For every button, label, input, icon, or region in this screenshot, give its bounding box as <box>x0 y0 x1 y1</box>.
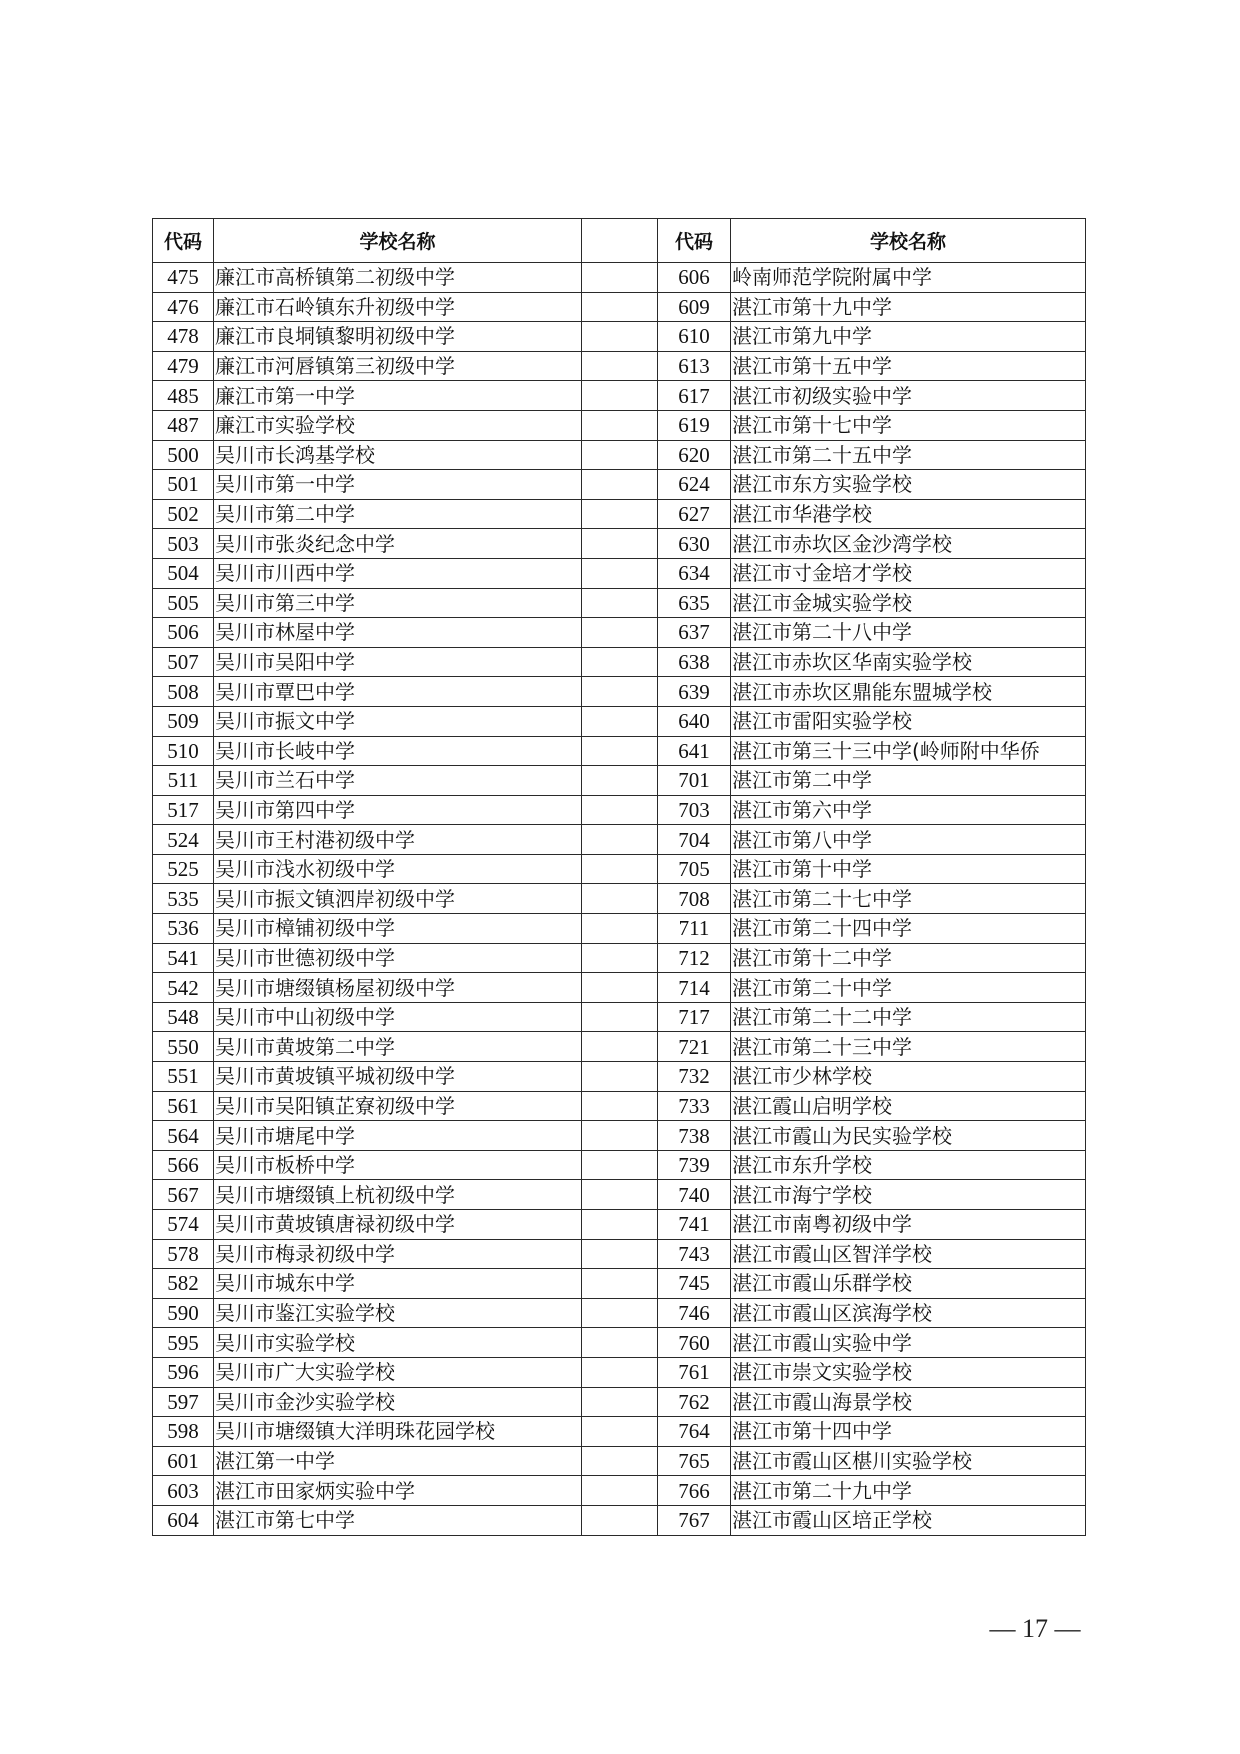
left-name-cell: 吴川市长鸿基学校 <box>214 440 582 470</box>
right-name-cell: 岭南师范学院附属中学 <box>731 263 1086 293</box>
left-code-cell: 475 <box>153 263 214 293</box>
table-body <box>153 263 1086 1536</box>
left-name-cell: 吴川市长岐中学 <box>214 736 582 766</box>
table-row <box>153 1091 1086 1121</box>
left-name-cell: 吴川市樟铺初级中学 <box>214 914 582 944</box>
right-name-cell: 湛江市第十中学 <box>731 854 1086 884</box>
right-name-cell: 湛江市第二十三中学 <box>731 1032 1086 1062</box>
blank-cell <box>582 381 658 411</box>
right-name-cell: 湛江市第六中学 <box>731 795 1086 825</box>
table-row <box>153 1150 1086 1180</box>
right-name-cell: 湛江市霞山为民实验学校 <box>731 1121 1086 1151</box>
blank-cell <box>582 292 658 322</box>
left-name-cell: 吴川市川西中学 <box>214 558 582 588</box>
right-code-cell: 760 <box>658 1328 731 1358</box>
right-code-cell: 745 <box>658 1269 731 1299</box>
header-code-left: 代码 <box>153 219 214 263</box>
table-row <box>153 884 1086 914</box>
right-name-cell: 湛江市第十二中学 <box>731 943 1086 973</box>
right-name-cell: 湛江市华港学校 <box>731 499 1086 529</box>
left-code-cell: 561 <box>153 1091 214 1121</box>
right-code-cell: 762 <box>658 1387 731 1417</box>
table-row <box>153 1032 1086 1062</box>
table-row <box>153 529 1086 559</box>
blank-cell <box>582 1328 658 1358</box>
blank-cell <box>582 1210 658 1240</box>
blank-cell <box>582 1121 658 1151</box>
table-row <box>153 499 1086 529</box>
table-row <box>153 1180 1086 1210</box>
table-row <box>153 973 1086 1003</box>
right-code-cell: 767 <box>658 1505 731 1535</box>
table-row <box>153 1239 1086 1269</box>
right-code-cell: 637 <box>658 618 731 648</box>
left-name-cell: 吴川市广大实验学校 <box>214 1357 582 1387</box>
right-code-cell: 714 <box>658 973 731 1003</box>
blank-cell <box>582 440 658 470</box>
right-name-cell: 湛江市霞山实验中学 <box>731 1328 1086 1358</box>
left-name-cell: 廉江市实验学校 <box>214 410 582 440</box>
table-header-row <box>153 219 1086 263</box>
right-code-cell: 766 <box>658 1476 731 1506</box>
table-row <box>153 292 1086 322</box>
header-name-right: 学校名称 <box>731 219 1086 263</box>
right-code-cell: 639 <box>658 677 731 707</box>
blank-cell <box>582 499 658 529</box>
left-name-cell: 吴川市城东中学 <box>214 1269 582 1299</box>
left-name-cell: 吴川市王村港初级中学 <box>214 825 582 855</box>
left-code-cell: 507 <box>153 647 214 677</box>
left-name-cell: 吴川市金沙实验学校 <box>214 1387 582 1417</box>
right-name-cell: 湛江市第十七中学 <box>731 410 1086 440</box>
left-name-cell: 吴川市塘缀镇大洋明珠花园学校 <box>214 1417 582 1447</box>
header-code-right: 代码 <box>658 219 731 263</box>
blank-cell <box>582 1505 658 1535</box>
left-name-cell: 吴川市塘尾中学 <box>214 1121 582 1151</box>
right-code-cell: 610 <box>658 322 731 352</box>
right-name-cell: 湛江市第二十二中学 <box>731 1002 1086 1032</box>
table-row <box>153 825 1086 855</box>
left-name-cell: 吴川市黄坡第二中学 <box>214 1032 582 1062</box>
blank-cell <box>582 351 658 381</box>
left-code-cell: 604 <box>153 1505 214 1535</box>
table-row <box>153 470 1086 500</box>
left-code-cell: 508 <box>153 677 214 707</box>
page-number: — 17 — <box>989 1614 1081 1643</box>
right-code-cell: 703 <box>658 795 731 825</box>
right-name-cell: 湛江市霞山乐群学校 <box>731 1269 1086 1299</box>
right-name-cell: 湛江市第二十四中学 <box>731 914 1086 944</box>
right-name-cell: 湛江市霞山区智洋学校 <box>731 1239 1086 1269</box>
right-code-cell: 741 <box>658 1210 731 1240</box>
right-code-cell: 627 <box>658 499 731 529</box>
left-code-cell: 548 <box>153 1002 214 1032</box>
left-code-cell: 485 <box>153 381 214 411</box>
left-name-cell: 吴川市振文镇泗岸初级中学 <box>214 884 582 914</box>
right-code-cell: 635 <box>658 588 731 618</box>
right-code-cell: 619 <box>658 410 731 440</box>
blank-cell <box>582 1298 658 1328</box>
blank-cell <box>582 647 658 677</box>
right-code-cell: 617 <box>658 381 731 411</box>
left-name-cell: 廉江市第一中学 <box>214 381 582 411</box>
left-code-cell: 511 <box>153 766 214 796</box>
right-name-cell: 湛江市第二中学 <box>731 766 1086 796</box>
left-name-cell: 吴川市实验学校 <box>214 1328 582 1358</box>
left-name-cell: 吴川市第四中学 <box>214 795 582 825</box>
right-name-cell: 湛江市赤坎区华南实验学校 <box>731 647 1086 677</box>
table-row <box>153 1062 1086 1092</box>
table-row <box>153 736 1086 766</box>
right-code-cell: 708 <box>658 884 731 914</box>
blank-cell <box>582 1150 658 1180</box>
table-row <box>153 440 1086 470</box>
right-code-cell: 738 <box>658 1121 731 1151</box>
left-code-cell: 510 <box>153 736 214 766</box>
blank-cell <box>582 706 658 736</box>
left-code-cell: 504 <box>153 558 214 588</box>
left-code-cell: 603 <box>153 1476 214 1506</box>
right-code-cell: 641 <box>658 736 731 766</box>
right-code-cell: 609 <box>658 292 731 322</box>
right-code-cell: 761 <box>658 1357 731 1387</box>
right-code-cell: 606 <box>658 263 731 293</box>
right-code-cell: 740 <box>658 1180 731 1210</box>
right-code-cell: 712 <box>658 943 731 973</box>
school-code-table <box>152 218 1086 1536</box>
header-blank <box>582 219 658 263</box>
right-name-cell: 湛江市海宁学校 <box>731 1180 1086 1210</box>
blank-cell <box>582 1387 658 1417</box>
blank-cell <box>582 1002 658 1032</box>
left-code-cell: 517 <box>153 795 214 825</box>
blank-cell <box>582 1091 658 1121</box>
blank-cell <box>582 1476 658 1506</box>
left-code-cell: 601 <box>153 1446 214 1476</box>
left-code-cell: 479 <box>153 351 214 381</box>
left-name-cell: 吴川市板桥中学 <box>214 1150 582 1180</box>
right-code-cell: 638 <box>658 647 731 677</box>
table-row <box>153 1476 1086 1506</box>
blank-cell <box>582 322 658 352</box>
right-code-cell: 613 <box>658 351 731 381</box>
left-name-cell: 湛江第一中学 <box>214 1446 582 1476</box>
right-code-cell: 630 <box>658 529 731 559</box>
left-code-cell: 596 <box>153 1357 214 1387</box>
left-code-cell: 541 <box>153 943 214 973</box>
right-name-cell: 湛江市少林学校 <box>731 1062 1086 1092</box>
right-name-cell: 湛江市第二十九中学 <box>731 1476 1086 1506</box>
left-code-cell: 590 <box>153 1298 214 1328</box>
left-code-cell: 566 <box>153 1150 214 1180</box>
left-name-cell: 吴川市第三中学 <box>214 588 582 618</box>
right-code-cell: 701 <box>658 766 731 796</box>
right-name-cell: 湛江市霞山区滨海学校 <box>731 1298 1086 1328</box>
blank-cell <box>582 588 658 618</box>
table-row <box>153 263 1086 293</box>
right-code-cell: 743 <box>658 1239 731 1269</box>
blank-cell <box>582 1062 658 1092</box>
right-code-cell: 721 <box>658 1032 731 1062</box>
blank-cell <box>582 914 658 944</box>
left-code-cell: 524 <box>153 825 214 855</box>
blank-cell <box>582 973 658 1003</box>
right-code-cell: 739 <box>658 1150 731 1180</box>
left-name-cell: 吴川市梅录初级中学 <box>214 1239 582 1269</box>
right-name-cell: 湛江市雷阳实验学校 <box>731 706 1086 736</box>
right-name-cell: 湛江市寸金培才学校 <box>731 558 1086 588</box>
right-name-cell: 湛江市霞山海景学校 <box>731 1387 1086 1417</box>
blank-cell <box>582 795 658 825</box>
right-name-cell: 湛江霞山启明学校 <box>731 1091 1086 1121</box>
right-name-cell: 湛江市第二十五中学 <box>731 440 1086 470</box>
left-name-cell: 廉江市石岭镇东升初级中学 <box>214 292 582 322</box>
table-row <box>153 1505 1086 1535</box>
left-name-cell: 吴川市覃巴中学 <box>214 677 582 707</box>
left-name-cell: 吴川市第一中学 <box>214 470 582 500</box>
table-row <box>153 1417 1086 1447</box>
right-code-cell: 711 <box>658 914 731 944</box>
right-name-cell: 湛江市第十九中学 <box>731 292 1086 322</box>
table-row <box>153 381 1086 411</box>
blank-cell <box>582 1180 658 1210</box>
blank-cell <box>582 677 658 707</box>
left-code-cell: 501 <box>153 470 214 500</box>
right-name-cell: 湛江市第二十七中学 <box>731 884 1086 914</box>
left-code-cell: 582 <box>153 1269 214 1299</box>
right-name-cell: 湛江市第十四中学 <box>731 1417 1086 1447</box>
right-code-cell: 640 <box>658 706 731 736</box>
left-name-cell: 吴川市世德初级中学 <box>214 943 582 973</box>
table-row <box>153 1298 1086 1328</box>
left-code-cell: 578 <box>153 1239 214 1269</box>
right-name-cell: 湛江市东升学校 <box>731 1150 1086 1180</box>
table-row <box>153 1002 1086 1032</box>
table-row <box>153 854 1086 884</box>
left-code-cell: 487 <box>153 410 214 440</box>
right-name-cell: 湛江市赤坎区鼎能东盟城学校 <box>731 677 1086 707</box>
right-name-cell: 湛江市霞山区培正学校 <box>731 1505 1086 1535</box>
left-code-cell: 574 <box>153 1210 214 1240</box>
table-row <box>153 766 1086 796</box>
right-name-cell: 湛江市初级实验中学 <box>731 381 1086 411</box>
blank-cell <box>582 618 658 648</box>
left-code-cell: 500 <box>153 440 214 470</box>
table-row <box>153 1357 1086 1387</box>
left-name-cell: 廉江市良垌镇黎明初级中学 <box>214 322 582 352</box>
table-row <box>153 647 1086 677</box>
left-code-cell: 502 <box>153 499 214 529</box>
blank-cell <box>582 736 658 766</box>
right-code-cell: 733 <box>658 1091 731 1121</box>
right-name-cell: 湛江市第十五中学 <box>731 351 1086 381</box>
left-name-cell: 吴川市吴阳镇芷寮初级中学 <box>214 1091 582 1121</box>
right-name-cell: 湛江市第二十八中学 <box>731 618 1086 648</box>
table-row <box>153 706 1086 736</box>
table-row <box>153 1387 1086 1417</box>
table-row <box>153 618 1086 648</box>
left-code-cell: 597 <box>153 1387 214 1417</box>
blank-cell <box>582 558 658 588</box>
blank-cell <box>582 1357 658 1387</box>
table-row <box>153 351 1086 381</box>
table-row <box>153 588 1086 618</box>
school-code-table-container <box>152 218 1085 1536</box>
blank-cell <box>582 766 658 796</box>
left-name-cell: 吴川市张炎纪念中学 <box>214 529 582 559</box>
blank-cell <box>582 410 658 440</box>
right-name-cell: 湛江市第二十中学 <box>731 973 1086 1003</box>
left-name-cell: 吴川市塘缀镇上杭初级中学 <box>214 1180 582 1210</box>
left-code-cell: 567 <box>153 1180 214 1210</box>
left-code-cell: 551 <box>153 1062 214 1092</box>
right-code-cell: 620 <box>658 440 731 470</box>
right-code-cell: 746 <box>658 1298 731 1328</box>
right-code-cell: 634 <box>658 558 731 588</box>
blank-cell <box>582 529 658 559</box>
right-name-cell: 湛江市崇文实验学校 <box>731 1357 1086 1387</box>
right-code-cell: 705 <box>658 854 731 884</box>
right-name-cell: 湛江市第九中学 <box>731 322 1086 352</box>
blank-cell <box>582 825 658 855</box>
left-name-cell: 吴川市振文中学 <box>214 706 582 736</box>
table-row <box>153 914 1086 944</box>
left-code-cell: 478 <box>153 322 214 352</box>
right-code-cell: 765 <box>658 1446 731 1476</box>
left-code-cell: 476 <box>153 292 214 322</box>
left-name-cell: 吴川市中山初级中学 <box>214 1002 582 1032</box>
table-row <box>153 410 1086 440</box>
left-code-cell: 525 <box>153 854 214 884</box>
left-name-cell: 吴川市林屋中学 <box>214 618 582 648</box>
left-name-cell: 廉江市河唇镇第三初级中学 <box>214 351 582 381</box>
right-name-cell: 湛江市东方实验学校 <box>731 470 1086 500</box>
right-name-cell: 湛江市金城实验学校 <box>731 588 1086 618</box>
right-name-cell: 湛江市南粤初级中学 <box>731 1210 1086 1240</box>
blank-cell <box>582 943 658 973</box>
blank-cell <box>582 1446 658 1476</box>
right-name-cell: 湛江市霞山区椹川实验学校 <box>731 1446 1086 1476</box>
right-name-cell: 湛江市第三十三中学(岭师附中华侨 <box>731 736 1086 766</box>
left-code-cell: 509 <box>153 706 214 736</box>
left-code-cell: 535 <box>153 884 214 914</box>
blank-cell <box>582 1269 658 1299</box>
left-code-cell: 564 <box>153 1121 214 1151</box>
blank-cell <box>582 884 658 914</box>
blank-cell <box>582 1239 658 1269</box>
blank-cell <box>582 470 658 500</box>
left-name-cell: 湛江市田家炳实验中学 <box>214 1476 582 1506</box>
table-row <box>153 1446 1086 1476</box>
right-name-cell: 湛江市赤坎区金沙湾学校 <box>731 529 1086 559</box>
table-row <box>153 677 1086 707</box>
left-code-cell: 536 <box>153 914 214 944</box>
table-row <box>153 558 1086 588</box>
left-name-cell: 廉江市高桥镇第二初级中学 <box>214 263 582 293</box>
left-name-cell: 吴川市塘缀镇杨屋初级中学 <box>214 973 582 1003</box>
right-code-cell: 704 <box>658 825 731 855</box>
left-code-cell: 598 <box>153 1417 214 1447</box>
table-row <box>153 1121 1086 1151</box>
left-name-cell: 吴川市第二中学 <box>214 499 582 529</box>
left-code-cell: 503 <box>153 529 214 559</box>
table-row <box>153 1328 1086 1358</box>
left-code-cell: 595 <box>153 1328 214 1358</box>
table-row <box>153 322 1086 352</box>
table-row <box>153 1210 1086 1240</box>
blank-cell <box>582 1032 658 1062</box>
left-name-cell: 吴川市浅水初级中学 <box>214 854 582 884</box>
right-code-cell: 764 <box>658 1417 731 1447</box>
left-name-cell: 湛江市第七中学 <box>214 1505 582 1535</box>
table-row <box>153 943 1086 973</box>
right-name-cell: 湛江市第八中学 <box>731 825 1086 855</box>
right-code-cell: 732 <box>658 1062 731 1092</box>
header-name-left: 学校名称 <box>214 219 582 263</box>
left-name-cell: 吴川市兰石中学 <box>214 766 582 796</box>
right-code-cell: 624 <box>658 470 731 500</box>
blank-cell <box>582 263 658 293</box>
left-name-cell: 吴川市鉴江实验学校 <box>214 1298 582 1328</box>
blank-cell <box>582 1417 658 1447</box>
left-name-cell: 吴川市黄坡镇唐禄初级中学 <box>214 1210 582 1240</box>
blank-cell <box>582 854 658 884</box>
left-code-cell: 542 <box>153 973 214 1003</box>
right-code-cell: 717 <box>658 1002 731 1032</box>
left-code-cell: 550 <box>153 1032 214 1062</box>
left-name-cell: 吴川市黄坡镇平城初级中学 <box>214 1062 582 1092</box>
table-row <box>153 795 1086 825</box>
left-code-cell: 506 <box>153 618 214 648</box>
table-row <box>153 1269 1086 1299</box>
left-code-cell: 505 <box>153 588 214 618</box>
left-name-cell: 吴川市吴阳中学 <box>214 647 582 677</box>
